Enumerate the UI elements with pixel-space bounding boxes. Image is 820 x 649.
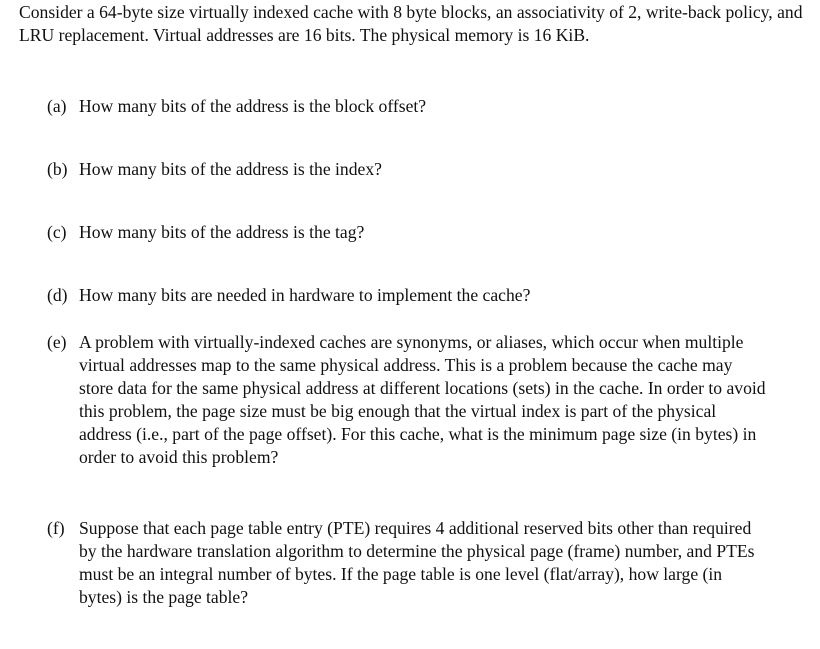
question-c-text: How many bits of the address is the tag? [79,222,365,242]
question-a-text: How many bits of the address is the block offset? [79,96,427,116]
question-e-label: (e) [47,332,67,352]
question-e-text: A problem with virtually-indexed caches are synonyms, or aliases, which occur when multiple virtual addresses map to the same physical address. This is a problem because the cache may store data for the same physical address at different locations (sets) in the cache. In order to avoid this problem, the page size must be big enough that the virtual index is part of the physical address (i.e., part of the page offset). For this cache, what is the minimum page size (in bytes) in order to avoid this problem? [79,332,766,467]
question-b-text: How many bits of the address is the index? [79,159,382,179]
question-c-label: (c) [47,222,67,242]
problem-statement: Consider a 64-byte size virtually indexed cache with 8 byte blocks, an associativity of 2, write-back policy, and LRU replacement. Virtual addresses are 16 bits. The physical memory is 16 KiB. [19,2,803,45]
question-b [47,158,767,181]
question-a-label: (a) [47,96,67,116]
question-a [47,95,767,118]
question-f [47,517,767,609]
question-f-text: Suppose that each page table entry (PTE) requires 4 additional reserved bits other than required by the hardware translation algorithm to determine the physical page (frame) number, and PTEs must be an integral number of bytes. If the page table is one level (flat/array), how large (in bytes) is the page table? [79,518,755,607]
question-b-label: (b) [47,159,68,179]
question-f-label: (f) [47,518,65,538]
question-d [47,284,767,307]
question-c [47,221,767,244]
question-d-label: (d) [47,285,68,305]
question-d-text: How many bits are needed in hardware to implement the cache? [79,285,531,305]
question-e [47,331,767,469]
